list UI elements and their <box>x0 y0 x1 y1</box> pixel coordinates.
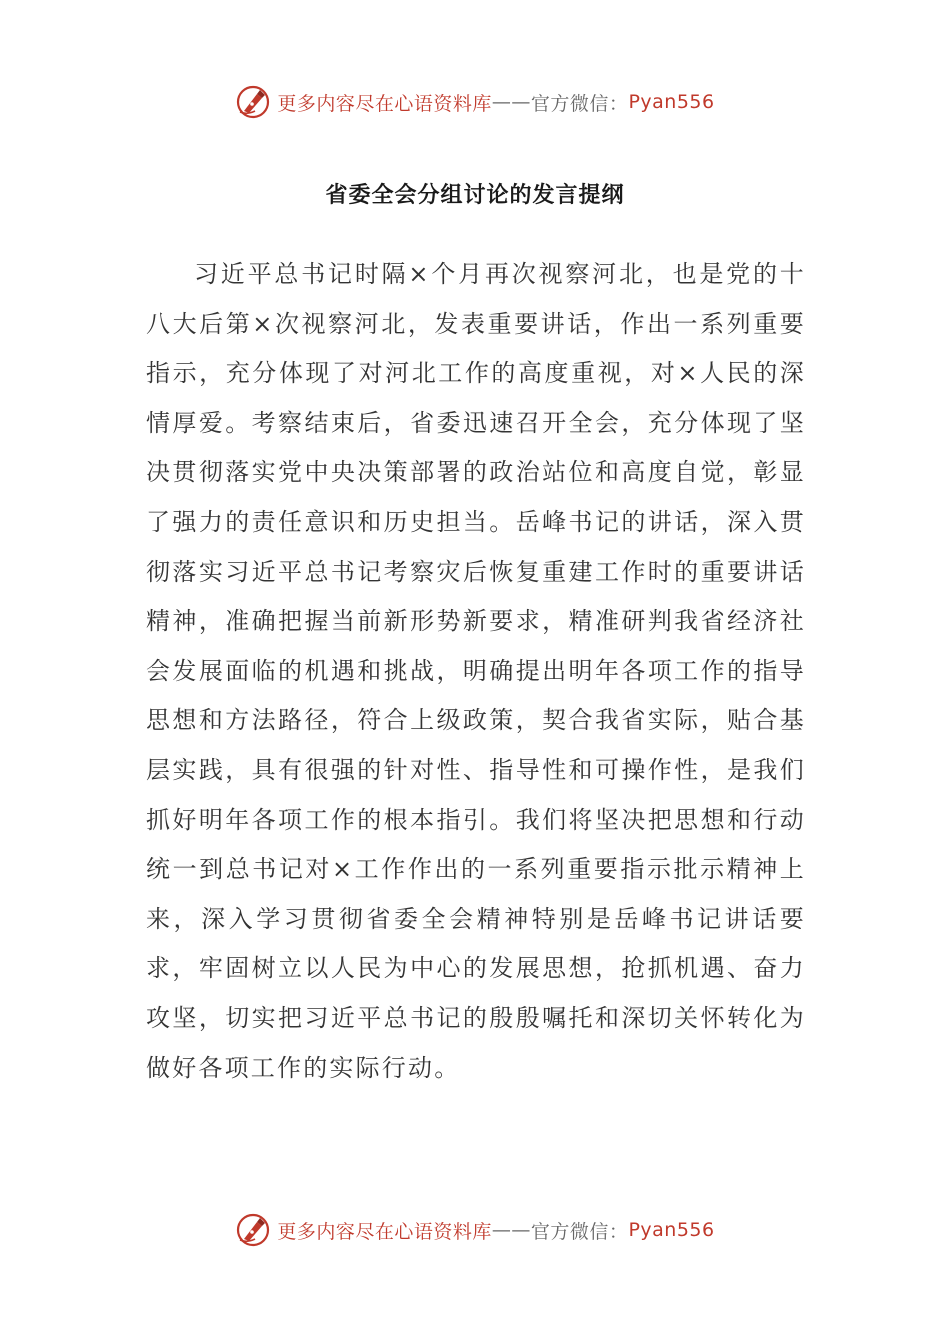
banner-wechat-label: 官方微信： <box>530 1220 629 1243</box>
document-body-paragraph: 习近平总书记时隔×个月再次视察河北，也是党的十八大后第×次视察河北，发表重要讲话，作出一系列重要指示，充分体现了对河北工作的高度重视，对×人民的深情厚爱。考察结束后，省委迅速召开全会，充分体现了坚决贯彻落实党中央决策部署的政治站位和高度自觉，彰显了强力的责任意识和历史担当。岳峰书记的讲话，深入贯彻落实习近平总书记考察灾后恢复重建工作时的重要讲话精神，准确把握当前新形势新要求，精准研判我省经济社会发展面临的机遇和挑战，明确提出明年各项工作的指导思想和方法路径，符合上级政策，契合我省实际，贴合基层实践，具有很强的针对性、指导性和可操作性，是我们抓好明年各项工作的根本指引。我们将坚决把思想和行动统一到总书记对×工作作出的一系列重要指示批示精神上来，深入学习贯彻省委全会精神特别是岳峰书记讲话要求，牢固树立以人民为中心的发展思想，抢抓机遇、奋力攻坚，切实把习近平总书记的殷殷嘱托和深切关怀转化为做好各项工作的实际行动。 <box>146 260 806 1082</box>
banner-slogan: 更多内容尽在心语资料库 <box>277 1220 492 1243</box>
banner-dash: —— <box>491 1219 531 1241</box>
banner-wechat-label: 官方微信： <box>530 92 629 115</box>
footer-banner <box>0 1210 950 1250</box>
header-banner <box>0 82 950 122</box>
pen-nib-logo-icon <box>235 1212 271 1248</box>
banner-wechat-id: Pyan556 <box>628 91 715 113</box>
banner-text <box>277 1217 714 1244</box>
document-title: 省委全会分组讨论的发言提纲 <box>325 183 625 208</box>
banner-text <box>277 89 714 116</box>
banner-slogan: 更多内容尽在心语资料库 <box>277 92 492 115</box>
banner-dash: —— <box>491 91 531 113</box>
banner-wechat-id: Pyan556 <box>628 1219 715 1241</box>
pen-nib-logo-icon <box>235 84 271 120</box>
